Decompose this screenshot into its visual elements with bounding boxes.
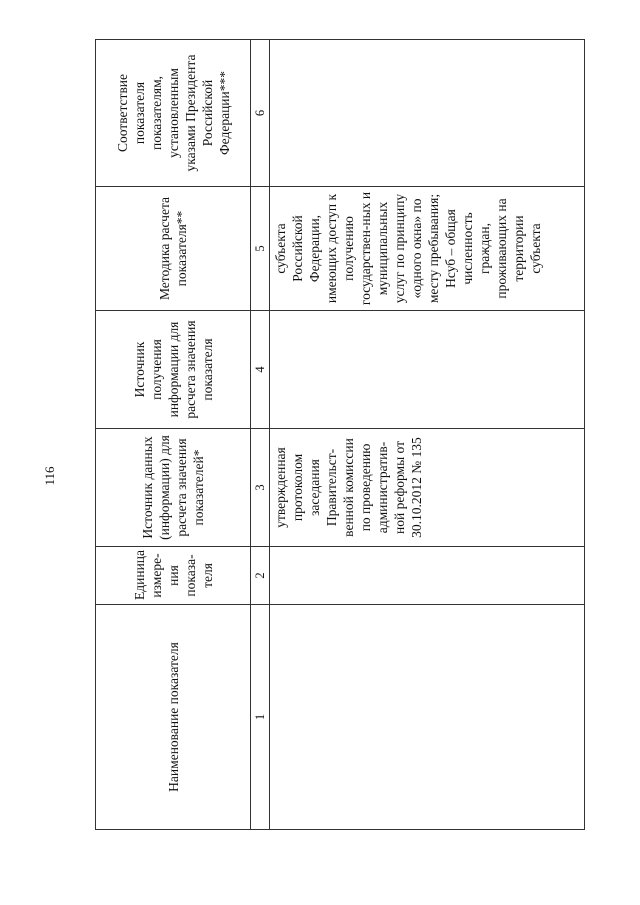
column-number-row: [251, 40, 270, 830]
header-info-source: Источник получения информации для расчета значения показателя: [96, 311, 251, 429]
column-number: 6: [251, 40, 270, 187]
cell-compliance: [270, 40, 585, 187]
cell-unit: [270, 547, 585, 605]
cell-indicator-name: [270, 605, 585, 830]
column-number: 2: [251, 547, 270, 605]
header-compliance: Соответствие показателя показателям, установленным указами Президента Российской Федерации***: [96, 40, 251, 187]
column-number: 1: [251, 605, 270, 830]
cell-method: субъекта Российской Федерации, имеющих доступ к получению государствен-ных и муниципальных услуг по принципу «одного окна» по месту пребывания; Нсуб – общая численность граждан, проживающих на территории субъекта: [270, 187, 585, 311]
column-number: 4: [251, 311, 270, 429]
column-number: 5: [251, 187, 270, 311]
page-number: 116: [42, 466, 57, 486]
header-row: [96, 40, 251, 830]
rotated-table-container: [95, 40, 585, 830]
table-row: [270, 40, 585, 830]
header-method: Методика расчета показателя**: [96, 187, 251, 311]
column-number: 3: [251, 429, 270, 547]
header-indicator-name: Наименование показателя: [96, 605, 251, 830]
cell-data-source: утвержденная протоколом заседания Правительст-венной комиссии по проведению административ-ной реформы от 30.10.2012 № 135: [270, 429, 585, 547]
table-wrapper: [95, 40, 585, 830]
header-unit: Единица измере-ния показа-теля: [96, 547, 251, 605]
cell-info-source: [270, 311, 585, 429]
indicators-table: [95, 39, 585, 830]
header-data-source: Источник данных (информации) для расчета значения показателей*: [96, 429, 251, 547]
